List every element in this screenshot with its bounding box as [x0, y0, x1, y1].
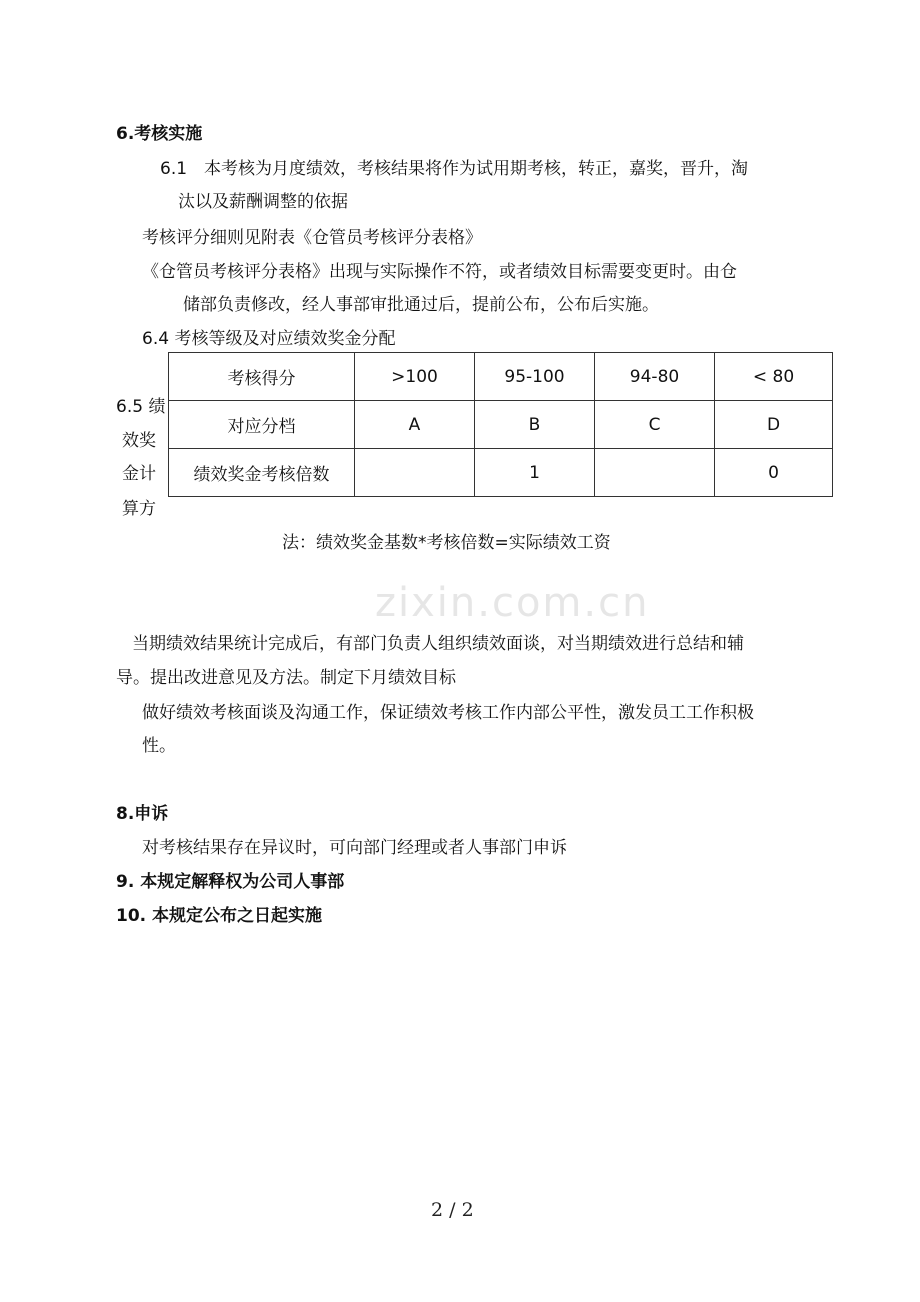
section-10: 10. 本规定公布之日起实施 [116, 906, 323, 926]
page-number: 2 / 2 [431, 1199, 474, 1221]
section-8-body: 对考核结果存在异议时，可向部门经理或者人事部门申诉 [142, 838, 567, 858]
section-6-3-line-2: 储部负责修改，经人事部审批通过后，提前公布，公布后实施。 [183, 295, 659, 315]
section-6-5-side-4: 算方 [122, 499, 156, 519]
table-cell: 0 [715, 449, 833, 497]
table-cell: 95-100 [475, 353, 595, 401]
section-6-5-side-2: 效奖 [122, 431, 156, 451]
table-cell: 考核得分 [169, 353, 355, 401]
table-cell: >100 [355, 353, 475, 401]
section-6-3-line-1: 《仓管员考核评分表格》出现与实际操作不符，或者绩效目标需要变更时。由仓 [142, 262, 737, 282]
section-6-5-side-1: 6.5 绩 [116, 397, 166, 417]
table-cell [595, 449, 715, 497]
section-6-2: 考核评分细则见附表《仓管员考核评分表格》 [142, 228, 482, 248]
table-row [169, 401, 833, 449]
table-cell: B [475, 401, 595, 449]
section-7-line-2: 导。提出改进意见及方法。制定下月绩效目标 [116, 668, 456, 688]
table-cell: 绩效奖金考核倍数 [169, 449, 355, 497]
section-6-5-formula: 法：绩效奖金基数*考核倍数=实际绩效工资 [282, 533, 611, 553]
section-6-heading: 6.考核实施 [116, 124, 203, 144]
table-cell: 对应分档 [169, 401, 355, 449]
watermark: zixin.com.cn [375, 580, 650, 626]
section-6-1-line-2: 汰以及薪酬调整的依据 [178, 192, 348, 212]
table-cell: 1 [475, 449, 595, 497]
section-6-5-side-3: 金计 [122, 464, 156, 484]
table-cell: C [595, 401, 715, 449]
table-row [169, 353, 833, 401]
section-8-heading: 8.申诉 [116, 804, 169, 824]
section-6-4: 6.4 考核等级及对应绩效奖金分配 [142, 329, 396, 349]
section-6-1-line-1: 6.1 本考核为月度绩效，考核结果将作为试用期考核，转正，嘉奖，晋升，淘 [160, 159, 749, 179]
section-9: 9. 本规定解释权为公司人事部 [116, 872, 345, 892]
table-cell: < 80 [715, 353, 833, 401]
table-cell: 94-80 [595, 353, 715, 401]
table-cell [355, 449, 475, 497]
section-7-line-4: 性。 [142, 736, 176, 756]
table-row [169, 449, 833, 497]
section-7-line-3: 做好绩效考核面谈及沟通工作，保证绩效考核工作内部公平性，激发员工工作积极 [142, 703, 754, 723]
section-7-line-1: 当期绩效结果统计完成后，有部门负责人组织绩效面谈，对当期绩效进行总结和辅 [132, 634, 744, 654]
grade-table [168, 352, 833, 497]
table-cell: A [355, 401, 475, 449]
table-cell: D [715, 401, 833, 449]
